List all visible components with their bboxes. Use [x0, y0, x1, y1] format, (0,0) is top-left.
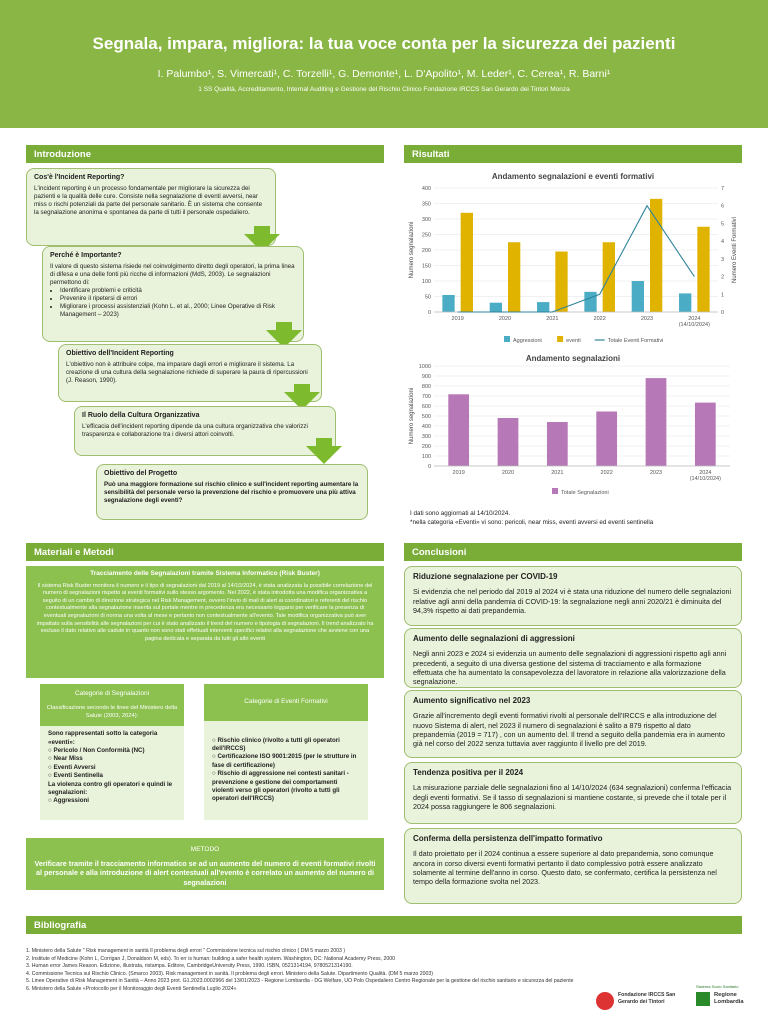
results-note-2: *nella categoria «Eventi» vi sono: pericoli, near miss, eventi avversi ed eventi sentinella	[410, 518, 654, 526]
conclusion-title: Riduzione segnalazione per COVID-19	[413, 572, 558, 581]
intro-box-1	[26, 168, 276, 246]
y2-axis-label: Numero Eventi Formativi	[732, 216, 738, 284]
x-tick-sublabel: (14/10/2024)	[689, 476, 721, 482]
results-notes	[410, 510, 653, 528]
legend-label: Totale Segnalazioni	[561, 490, 609, 496]
conclusion-text: La misurazione parziale delle segnalazioni fino al 14/10/2024 (634 segnalazioni) conferma l'efficacia degli eventi formativi. Se il tasso di segnalazioni si mantiene costante, si prevede che il totale per il 2024 possa raggiungere le 806 segnalazioni.	[413, 783, 732, 812]
bar-aggressioni	[442, 295, 454, 312]
x-tick-label: 2023	[640, 316, 654, 322]
y2-tick-label: 7	[721, 186, 725, 192]
x-tick-label: 2023	[649, 470, 663, 476]
y-tick-label: 900	[421, 374, 431, 380]
x-tick-sublabel: (14/10/2024)	[678, 322, 710, 328]
intro-box-1-text: L'incident reporting è un processo fondamentale per migliorare la sicurezza dei pazienti e la qualità delle cure. Consiste nella segnalazione di eventi avversi, near miss o rischi potenziali da parte del personale sanitario. È un sistema che consente la segnalazione anonima e spontanea da parte di tutti il personale ospedaliero.	[34, 185, 263, 217]
chart-title: Andamento segnalazioni	[525, 354, 621, 363]
intro-box-5-text: Può una maggiore formazione sul rischio clinico e sull'incident reporting aumentare la sensibilità del personale verso la prevenzione del rischio e promuovere una più attiva segnalazione degli eventi?	[104, 481, 359, 505]
list-item: ○ Aggressioni	[48, 797, 89, 805]
results-note-1: I dati sono aggiornati al 14/10/2024.	[410, 510, 511, 517]
intro-box-4	[74, 406, 336, 456]
bar-eventi	[650, 199, 662, 312]
y-tick-label: 250	[421, 232, 431, 239]
y-tick-label: 400	[421, 424, 431, 430]
metodo-title: METODO	[190, 846, 220, 853]
regione-logo-caption: Sistema Socio Sanitario	[696, 984, 739, 989]
list-item: • Prevenire il ripetersi di errori	[60, 295, 296, 303]
section-title-biblio: Bibliografia	[26, 916, 742, 934]
categorie-violence: La violenza contro gli operatori e quindi le segnalazioni:	[48, 780, 173, 796]
y2-tick-label: 5	[721, 221, 725, 228]
bar-eventi	[697, 227, 709, 312]
list-item: ○ Eventi Avversi	[48, 763, 96, 771]
bar-totale-segnalazioni	[448, 394, 469, 466]
conclusion-box	[404, 762, 742, 824]
x-tick-label: 2021	[551, 470, 564, 476]
conclusion-text: Si evidenzia che nel periodo dal 2019 al 2024 vi è stata una riduzione del numero delle segnalazioni relative agli anni della pandemia di COVID-19: la segnalazione negli anni 2020/21 è diminuita del 94,3% rispetto ai dati prepandemia.	[413, 587, 732, 616]
chart-andamento-segnalazioni	[404, 348, 742, 500]
section-title-intro: Introduzione	[26, 145, 384, 163]
intro-box-1-title: Cos'è l'Incident Reporting?	[34, 174, 125, 181]
x-tick-label: 2019	[452, 470, 465, 476]
y-tick-label: 350	[421, 201, 431, 208]
bibliography-list	[26, 948, 574, 993]
intro-box-5	[96, 464, 368, 520]
bar-totale-segnalazioni	[596, 412, 617, 467]
conclusion-title: Aumento significativo nel 2023	[413, 696, 531, 705]
bar-eventi	[461, 213, 473, 312]
intro-box-3-text: L'obiettivo non è attribuire colpe, ma imparare dagli errori e migliorare il sistema. La creazione di una cultura della segnalazione richiede di superare la paura di ripercussioni (J. Reason, 1990).	[66, 361, 308, 385]
metodo-box	[26, 838, 384, 890]
y2-tick-label: 6	[721, 203, 725, 210]
y-tick-label: 100	[421, 454, 431, 460]
categorie-segnalazioni-title: Categorie di Segnalazioni	[74, 690, 150, 697]
irccs-logo-icon	[596, 992, 614, 1010]
bar-aggressioni	[584, 292, 596, 312]
x-tick-label: 2020	[501, 470, 515, 476]
authors: I. Palumbo¹, S. Vimercati¹, C. Torzelli¹, G. Demonte¹, L. D'Apolito¹, M. Leder¹, C. Cerea¹, R. Barni¹	[157, 68, 611, 80]
intro-box-2-text: Il valore di questo sistema risiede nel coinvolgimento diretto degli operatori, la prima linea di difesa e una delle fonti più ricche di informazioni (MdS, 2003). Le segnalazioni permettono di:	[50, 263, 295, 287]
legend-swatch	[557, 336, 563, 342]
intro-box-4-title: Il Ruolo della Cultura Organizzativa	[82, 412, 200, 419]
conclusion-text: Grazie all'incremento degli eventi formativi rivolti al personale dell'IRCCS e alla introduzione del nuovo Sistema di alert, nel 2023 il numero di segnalazioni è salito a 879 rispetto al dato prepandemia (2019 = 717) , con un aumento del. Il trend a seguito della pandemia era in aumento già nel corso del 2022 senza tuttavia aver raggiunto il livello pre del 2019.	[413, 711, 725, 749]
conclusion-box	[404, 828, 742, 904]
y-tick-label: 0	[427, 310, 431, 316]
y-tick-label: 200	[421, 248, 431, 254]
list-item: • Identificare problemi e criticità	[60, 287, 296, 295]
list-item: ○ Near Miss	[48, 755, 83, 763]
bar-aggressioni	[490, 303, 502, 312]
bar-totale-segnalazioni	[646, 378, 667, 466]
metodo-text: Verificare tramite il tracciamento informatico se ad un aumento del numero di eventi formativi rivolti al personale e alla introduzione di alert contestuali all'evento è correlato un aumento del numero di segnalazioni	[34, 858, 376, 888]
y-tick-label: 150	[421, 263, 431, 270]
section-title-methods: Materiali e Metodi	[26, 543, 384, 561]
categorie-segnalazioni-box	[40, 684, 184, 820]
intro-box-4-text: L'efficacia dell'incident reporting dipende da una cultura organizzativa che valorizzi trasparenza e collaborazione tra i diversi attori coinvolti.	[82, 423, 308, 439]
list-item: ○ Pericolo / Non Conformità (NC)	[48, 747, 145, 755]
categorie-segnalazioni-header	[40, 684, 184, 726]
methods-tracking-title: Tracciamento delle Segnalazioni tramite Sistema Informatico (Risk Buster)	[90, 570, 320, 577]
y2-tick-label: 2	[721, 274, 725, 281]
intro-box-2	[42, 246, 304, 342]
list-item: ○ Rischio clinico (rivolto a tutti gli operatori dell'IRCCS)	[212, 736, 340, 753]
poster-title: Segnala, impara, migliora: la tua voce conta per la sicurezza dei pazienti	[92, 34, 676, 53]
legend-label: Totale Eventi Formativi	[607, 338, 664, 344]
bar-aggressioni	[537, 302, 549, 312]
intro-box-2-list	[60, 287, 296, 319]
bar-totale-segnalazioni	[547, 422, 568, 466]
x-tick-label: 2022	[600, 470, 613, 476]
y-axis-label: Numero segnalazioni	[409, 387, 415, 445]
intro-box-5-title: Obiettivo del Progetto	[104, 470, 178, 477]
conclusion-box	[404, 690, 742, 758]
categorie-intro: Sono rappresentati sotto la categoria «eventi»:	[48, 730, 158, 746]
poster-header	[0, 0, 768, 128]
x-tick-label: 2024	[688, 316, 701, 322]
chart-title: Andamento segnalazioni e eventi formativi	[491, 172, 655, 181]
legend-label: Aggressioni	[513, 338, 542, 344]
y-tick-label: 600	[421, 404, 431, 410]
list-item: • Migliorare i processi assistenziali (Kohn L. et al., 2000; Linee Operative di Risk Management – 2023)	[60, 303, 296, 319]
intro-box-3-title: Obiettivo dell'Incident Reporting	[66, 350, 174, 357]
section-title-results: Risultati	[404, 145, 742, 163]
chart-segnalazioni-eventi-formativi	[404, 166, 742, 348]
intro-box-3	[58, 344, 322, 402]
bibliography-item: 3. Human error James Reason. Edizione, illustrata, ristampa. Editore, CambridgeUniversity Press, 1990. ISBN, 0521314194, 9780521314190.	[26, 963, 353, 970]
y-tick-label: 100	[421, 279, 431, 285]
x-tick-label: 2020	[498, 316, 512, 322]
y-tick-label: 700	[421, 394, 431, 400]
regione-logo-icon	[696, 992, 710, 1006]
legend-swatch	[504, 336, 510, 342]
x-tick-label: 2024	[699, 470, 712, 476]
bibliography-item: 4. Commissione Tecnica sul Rischio Clinico. (Smarco 2003). Risk management in sanità. Il problema degli errori. Ministero della Salute. Dipartimento Qualità. (DM 5 marzo 2003)	[26, 970, 434, 977]
y-tick-label: 50	[424, 294, 431, 301]
bar-totale-segnalazioni	[695, 403, 716, 466]
x-tick-label: 2021	[546, 316, 559, 322]
intro-box-2-title: Perché è Importante?	[50, 252, 122, 259]
conclusion-box	[404, 628, 742, 688]
list-item: ○ Eventi Sentinella	[48, 772, 103, 780]
categorie-list	[48, 747, 176, 780]
bar-totale-segnalazioni	[498, 418, 519, 466]
x-tick-label: 2019	[451, 316, 464, 322]
bar-eventi	[555, 252, 567, 312]
bar-aggressioni	[632, 281, 644, 312]
conclusion-box	[404, 566, 742, 626]
section-title-conclusions: Conclusioni	[404, 543, 742, 561]
irccs-logo-text: Fondazione IRCCS San Gerardo dei Tintori	[618, 992, 676, 1005]
list-item: ○ Certificazione ISO 9001:2015 (per le strutture in fase di certificazione)	[212, 753, 357, 769]
y-tick-label: 300	[421, 217, 431, 223]
y-tick-label: 1000	[418, 364, 431, 370]
affiliation: 1 SS Qualità, Accreditamento, Internal Auditing e Gestione del Rischio Clinico Fondazione IRCCS San Gerardo dei Tintori Monza	[198, 86, 570, 93]
conclusion-text: Il dato proiettato per il 2024 continua a essere superiore al dato prepandemia, sono comunque ancora in corso diversi eventi formativi pertanto il dato complessivo potrà essere analizzato solamente al termine dell'anno in corso. Questo dato, se confermato, certifica la persistenza nel tempo della formazione svolta nel 2023.	[413, 849, 717, 887]
list-item: ○ Rischio di aggressione nei contesti sanitari - prevenzione e gestione dei comportamenti violenti verso gli operatori (rivolto a tutti gli operatori dell'IRCCS)	[212, 770, 349, 803]
methods-tracking-box	[26, 566, 384, 678]
legend-swatch	[552, 488, 558, 494]
flow-arrow-down-icon	[306, 446, 342, 464]
y-tick-label: 300	[421, 434, 431, 440]
bibliography-item: 1. Ministero della Salute " Risk management in sanità Il problema degli errori " Commissione tecnica sul rischio clinico ( DM 5 marzo 2003 )	[26, 948, 346, 954]
categorie-segnalazioni-subtitle: Classificazione secondo le linee del Ministero della Salute (2003, 2024):	[46, 704, 178, 719]
bar-aggressioni	[679, 293, 691, 312]
bibliography-item: 5. Linee Operative di Risk Management in Sanità – Anno 2023 prot. G1.2023.0002966 del 13/01/2023 - Regione Lombardia - DG Welfare, UO Polo Ospedaliero Centro Regionale per la gestione del rischio sanitario e sicurezza del paziente	[26, 978, 574, 985]
conclusion-title: Tendenza positiva per il 2024	[413, 768, 524, 777]
legend-label: eventi	[566, 338, 581, 344]
y2-tick-label: 3	[721, 256, 725, 263]
conclusion-title: Aumento delle segnalazioni di aggressioni	[413, 634, 575, 643]
y2-tick-label: 4	[721, 239, 725, 246]
categorie-eventi-formativi-title: Categorie di Eventi Formativi	[204, 684, 368, 721]
regione-logo-text: Regione Lombardia	[714, 992, 744, 1005]
bibliography-item: 6. Ministero della Salute «Protocollo per il Monitoraggio degli Eventi Sentinella Luglio 2024»	[26, 985, 237, 992]
y2-tick-label: 1	[721, 292, 725, 299]
categorie-eventi-formativi-box	[204, 684, 368, 820]
y-tick-label: 500	[421, 414, 431, 420]
y-tick-label: 800	[421, 384, 431, 390]
x-tick-label: 2022	[593, 316, 606, 322]
eventi-formativi-list	[212, 737, 360, 804]
bibliography-item: 2. Institute of Medicine (Kohn L, Corrigan J, Donaldson M, eds). To err is human: building a safer health system. Washington, DC: National Academy Press, 2000	[26, 955, 396, 962]
conclusion-title: Conferma della persistenza dell'impatto formativo	[413, 834, 603, 843]
y-tick-label: 0	[427, 464, 431, 470]
conclusion-text: Negli anni 2023 e 2024 si evidenzia un aumento delle segnalazioni di aggressioni rispetto agli anni precedenti, a seguito di una diversa gestione del sistema di tracciamento e alla formazione effettuata che ha aumentato la consapevolezza del lavoratore in relazione alla valorizzazione della segnalazione.	[413, 649, 727, 687]
bar-eventi	[508, 242, 520, 312]
y-tick-label: 400	[421, 186, 431, 192]
y-axis-label: Numero segnalazioni	[409, 221, 415, 279]
y2-tick-label: 0	[721, 310, 725, 316]
methods-tracking-text: Il sistema Risk Buster monitora il numero e il tipo di segnalazioni dal 2019 al 14/10/2024, è stata analizzata la possibile correlazione del numero di segnalazioni rispetto ai eventi formativi sullo stesso argomento. Nel 2022, è stata introdotta una modifica organizzativa a seguito di un cambio di direzione strategica nel Risk Management, ovvero l'invio di mail di alert ai coordinatori e referenti del rischio contestualmente alla segnalazione inserita sul portale mentre in precedenza era necessario loggarsi per verificare la presenza di eventuali segnalazioni di norma una volta al mese e pertanto non contestualmente all'evento. Tale modifica organizzativa può aver impattato sulla sensibilità alle segnalazioni per cui è stato analizzato il trend del numero e tipologia di segnalazioni. Il trend analizzato ha escluso il dato relativo alle cadute in quanto non sono stati effettuati interventi specifici relativi alla segnalazione che avviene con una pagina dedicata e separata da tutti gli altri eventi	[36, 582, 374, 642]
y-tick-label: 200	[421, 444, 431, 450]
